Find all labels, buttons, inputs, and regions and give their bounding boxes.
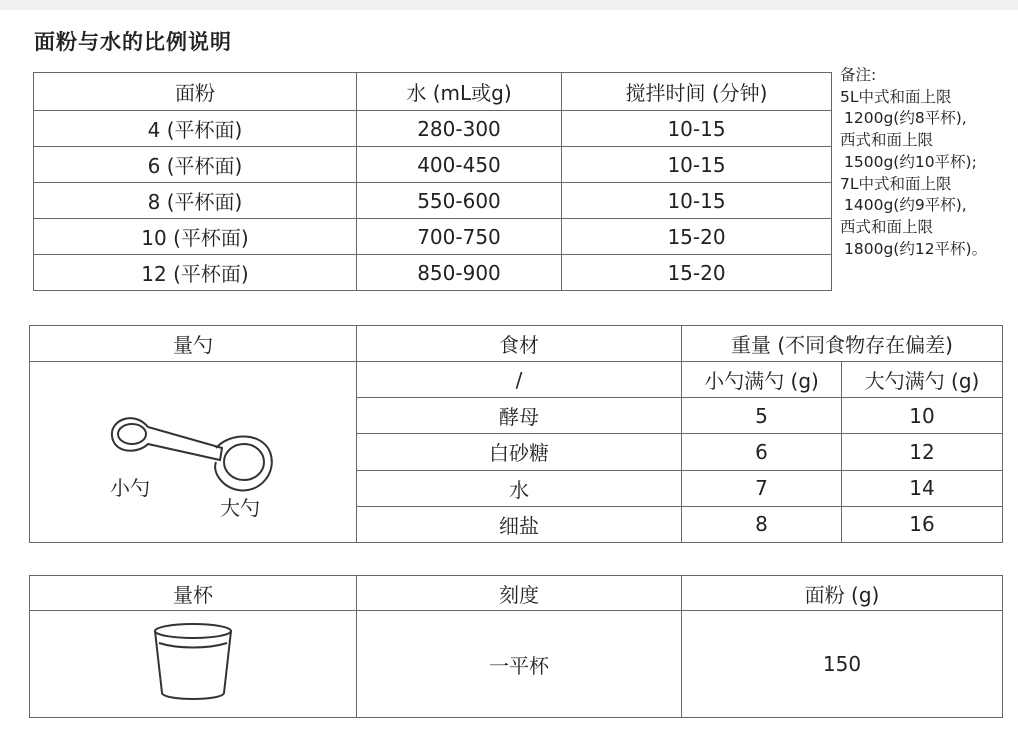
- top-bar: [0, 0, 1018, 10]
- cell-small: 8: [682, 506, 842, 542]
- spoon-table: [29, 325, 1003, 543]
- header-ingredient: 食材: [357, 326, 682, 362]
- small-spoon-label: 小勺: [110, 476, 150, 500]
- note-line: 1400g(约9平杯),: [844, 196, 967, 215]
- cell-water: 280-300: [357, 111, 562, 147]
- note-line: 7L中式和面上限: [840, 174, 952, 193]
- note-line: 西式和面上限: [840, 131, 934, 150]
- cell-flour: 10 (平杯面): [34, 219, 357, 255]
- note-line: 1200g(约8平杯),: [844, 109, 967, 128]
- header-scale: 刻度: [357, 576, 682, 611]
- table-header-row: [30, 326, 1003, 362]
- note-line: 5L中式和面上限: [840, 87, 952, 106]
- header-water: 水 (mL或g): [357, 73, 562, 111]
- subheader-large-spoon: 大勺满勺 (g): [842, 362, 1003, 398]
- note-line: 备注:: [840, 66, 877, 84]
- cell-time: 10-15: [562, 147, 832, 183]
- cell-small: 7: [682, 470, 842, 506]
- table-row: [34, 219, 832, 255]
- flour-water-table: [33, 72, 832, 291]
- table-row: [34, 111, 832, 147]
- cell-time: 10-15: [562, 183, 832, 219]
- cell-small: 6: [682, 434, 842, 470]
- table-header-row: [30, 576, 1003, 611]
- header-flour-grams: 面粉 (g): [682, 576, 1003, 611]
- cup-table: [29, 575, 1003, 718]
- cell-large: 14: [842, 470, 1003, 506]
- measuring-cup-icon: [148, 619, 238, 705]
- table-header-row: [34, 73, 832, 111]
- cup-illustration-cell: [30, 611, 357, 718]
- cell-flour: 6 (平杯面): [34, 147, 357, 183]
- cell-water: 700-750: [357, 219, 562, 255]
- cell-ingredient: 白砂糖: [357, 434, 682, 470]
- table-subheader-row: [30, 362, 1003, 398]
- cell-flour: 8 (平杯面): [34, 183, 357, 219]
- header-weight: 重量 (不同食物存在偏差): [682, 326, 1003, 362]
- cell-water: 550-600: [357, 183, 562, 219]
- cell-large: 10: [842, 398, 1003, 434]
- cell-flour-grams: 150: [682, 611, 1003, 718]
- cell-large: 16: [842, 506, 1003, 542]
- cell-time: 15-20: [562, 255, 832, 291]
- header-flour: 面粉: [34, 73, 357, 111]
- table-row: [34, 183, 832, 219]
- cell-ingredient: 细盐: [357, 506, 682, 542]
- cell-scale: 一平杯: [357, 611, 682, 718]
- cell-ingredient: 酵母: [357, 398, 682, 434]
- note-line: 西式和面上限: [840, 217, 934, 236]
- cell-large: 12: [842, 434, 1003, 470]
- table-row: [34, 147, 832, 183]
- cell-flour: 4 (平杯面): [34, 111, 357, 147]
- note-line: 1500g(约10平杯);: [844, 152, 977, 171]
- cell-time: 15-20: [562, 219, 832, 255]
- header-mix-time: 搅拌时间 (分钟): [562, 73, 832, 111]
- spoon-illustration-cell: [30, 362, 357, 543]
- subheader-small-spoon: 小勺满勺 (g): [682, 362, 842, 398]
- note-block: [840, 65, 1015, 260]
- cell-ingredient: 水: [357, 470, 682, 506]
- note-line: 1800g(约12平杯)。: [844, 239, 988, 258]
- measuring-spoon-icon: [30, 362, 357, 542]
- large-spoon-label: 大勺: [220, 496, 260, 520]
- header-spoon: 量勺: [30, 326, 357, 362]
- table-row: [30, 611, 1003, 718]
- cell-water: 400-450: [357, 147, 562, 183]
- page-title: 面粉与水的比例说明: [34, 30, 232, 54]
- header-cup: 量杯: [30, 576, 357, 611]
- cell-water: 850-900: [357, 255, 562, 291]
- cell-time: 10-15: [562, 111, 832, 147]
- cell-small: 5: [682, 398, 842, 434]
- table-row: [34, 255, 832, 291]
- subheader-ingredient: /: [357, 362, 682, 398]
- cell-flour: 12 (平杯面): [34, 255, 357, 291]
